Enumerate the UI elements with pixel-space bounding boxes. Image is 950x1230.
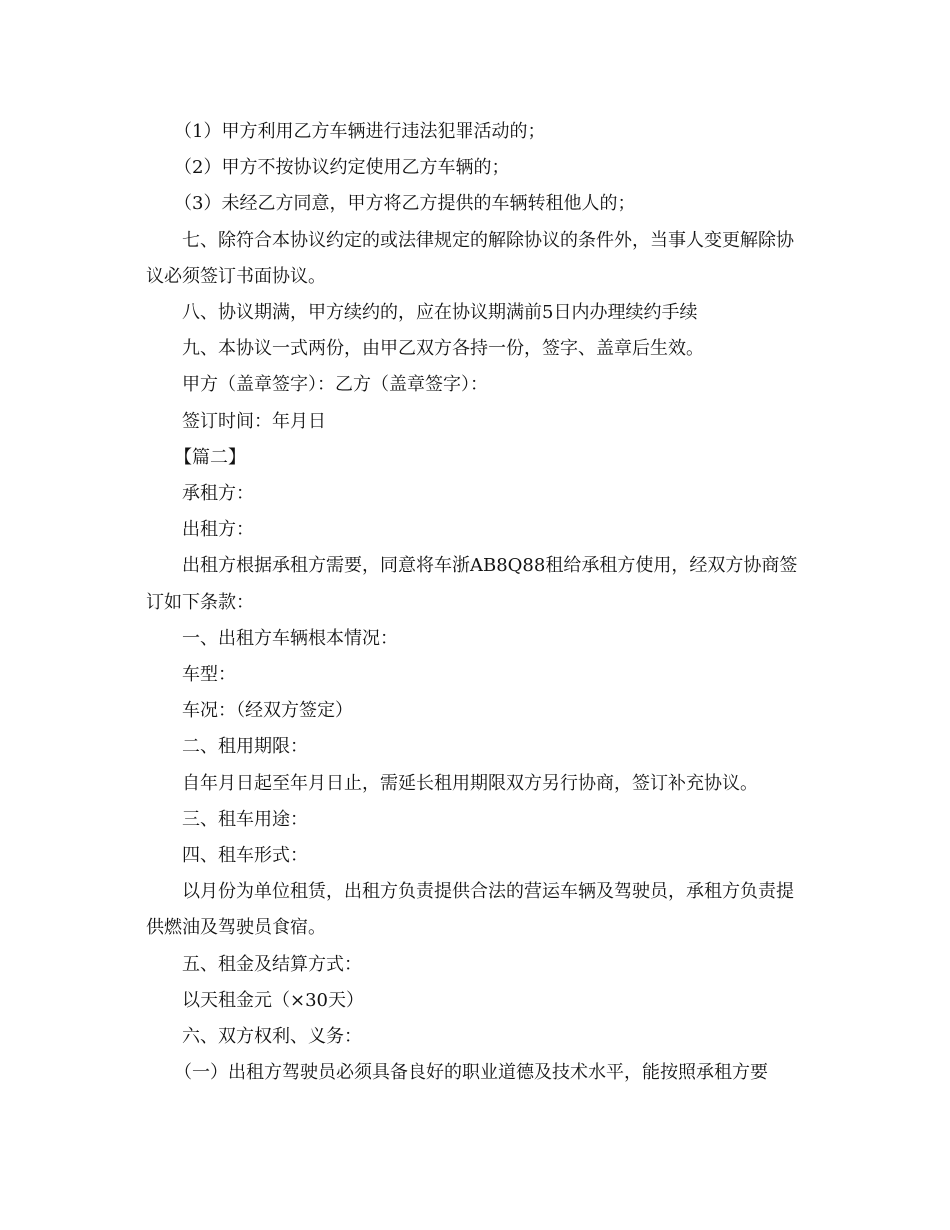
clause-paragraph: 七、除符合本协议约定的或法律规定的解除协议的条件外，当事人变更解除协议必须签订书面协议。 [146, 229, 794, 287]
clause-paragraph: 九、本协议一式两份，由甲乙双方各持一份，签字、盖章后生效。 [182, 338, 704, 360]
signing-date: 签订时间：年月日 [182, 410, 326, 432]
document-body [146, 114, 808, 1091]
clause-paragraph: 自年月日起至年月日止，需延长租用期限双方另行协商，签订补充协议。 [182, 772, 758, 794]
clause-paragraph: （3）未经乙方同意，甲方将乙方提供的车辆转租他人的； [174, 193, 636, 215]
clause-paragraph: （2）甲方不按协议约定使用乙方车辆的； [174, 157, 510, 179]
clause-paragraph: 四、租车形式： [182, 845, 308, 867]
clause-paragraph: 以月份为单位租赁，出租方负责提供合法的营运车辆及驾驶员，承租方负责提供燃油及驾驶员食宿。 [146, 881, 794, 939]
clause-paragraph: 以天租金元（×30天） [182, 989, 364, 1011]
clause-paragraph: （1）甲方利用乙方车辆进行违法犯罪活动的； [174, 121, 546, 142]
lessee-field: 承租方： [182, 483, 254, 505]
clause-paragraph: 五、租金及结算方式： [182, 953, 362, 975]
clause-paragraph: 二、租用期限： [182, 736, 308, 758]
vehicle-condition-field: 车况：（经双方签定） [182, 700, 353, 722]
section-heading: 【篇二】 [174, 446, 246, 468]
clause-paragraph: 八、协议期满，甲方续约的，应在协议期满前5日内办理续约手续 [182, 302, 698, 324]
signature-line: 甲方（盖章签字）：乙方（盖章签字）： [182, 374, 488, 396]
clause-paragraph: 一、出租方车辆根本情况： [182, 627, 398, 649]
clause-paragraph: 出租方根据承租方需要，同意将车浙AB8Q88租给承租方使用，经双方协商签订如下条款： [146, 555, 798, 613]
lessor-field: 出租方： [182, 519, 254, 541]
clause-paragraph: （一）出租方驾驶员必须具备良好的职业道德及技术水平，能按照承租方要 [174, 1062, 768, 1084]
clause-paragraph: 三、租车用途： [182, 808, 308, 830]
vehicle-model-field: 车型： [182, 664, 236, 686]
clause-paragraph: 六、双方权利、义务： [182, 1026, 362, 1048]
